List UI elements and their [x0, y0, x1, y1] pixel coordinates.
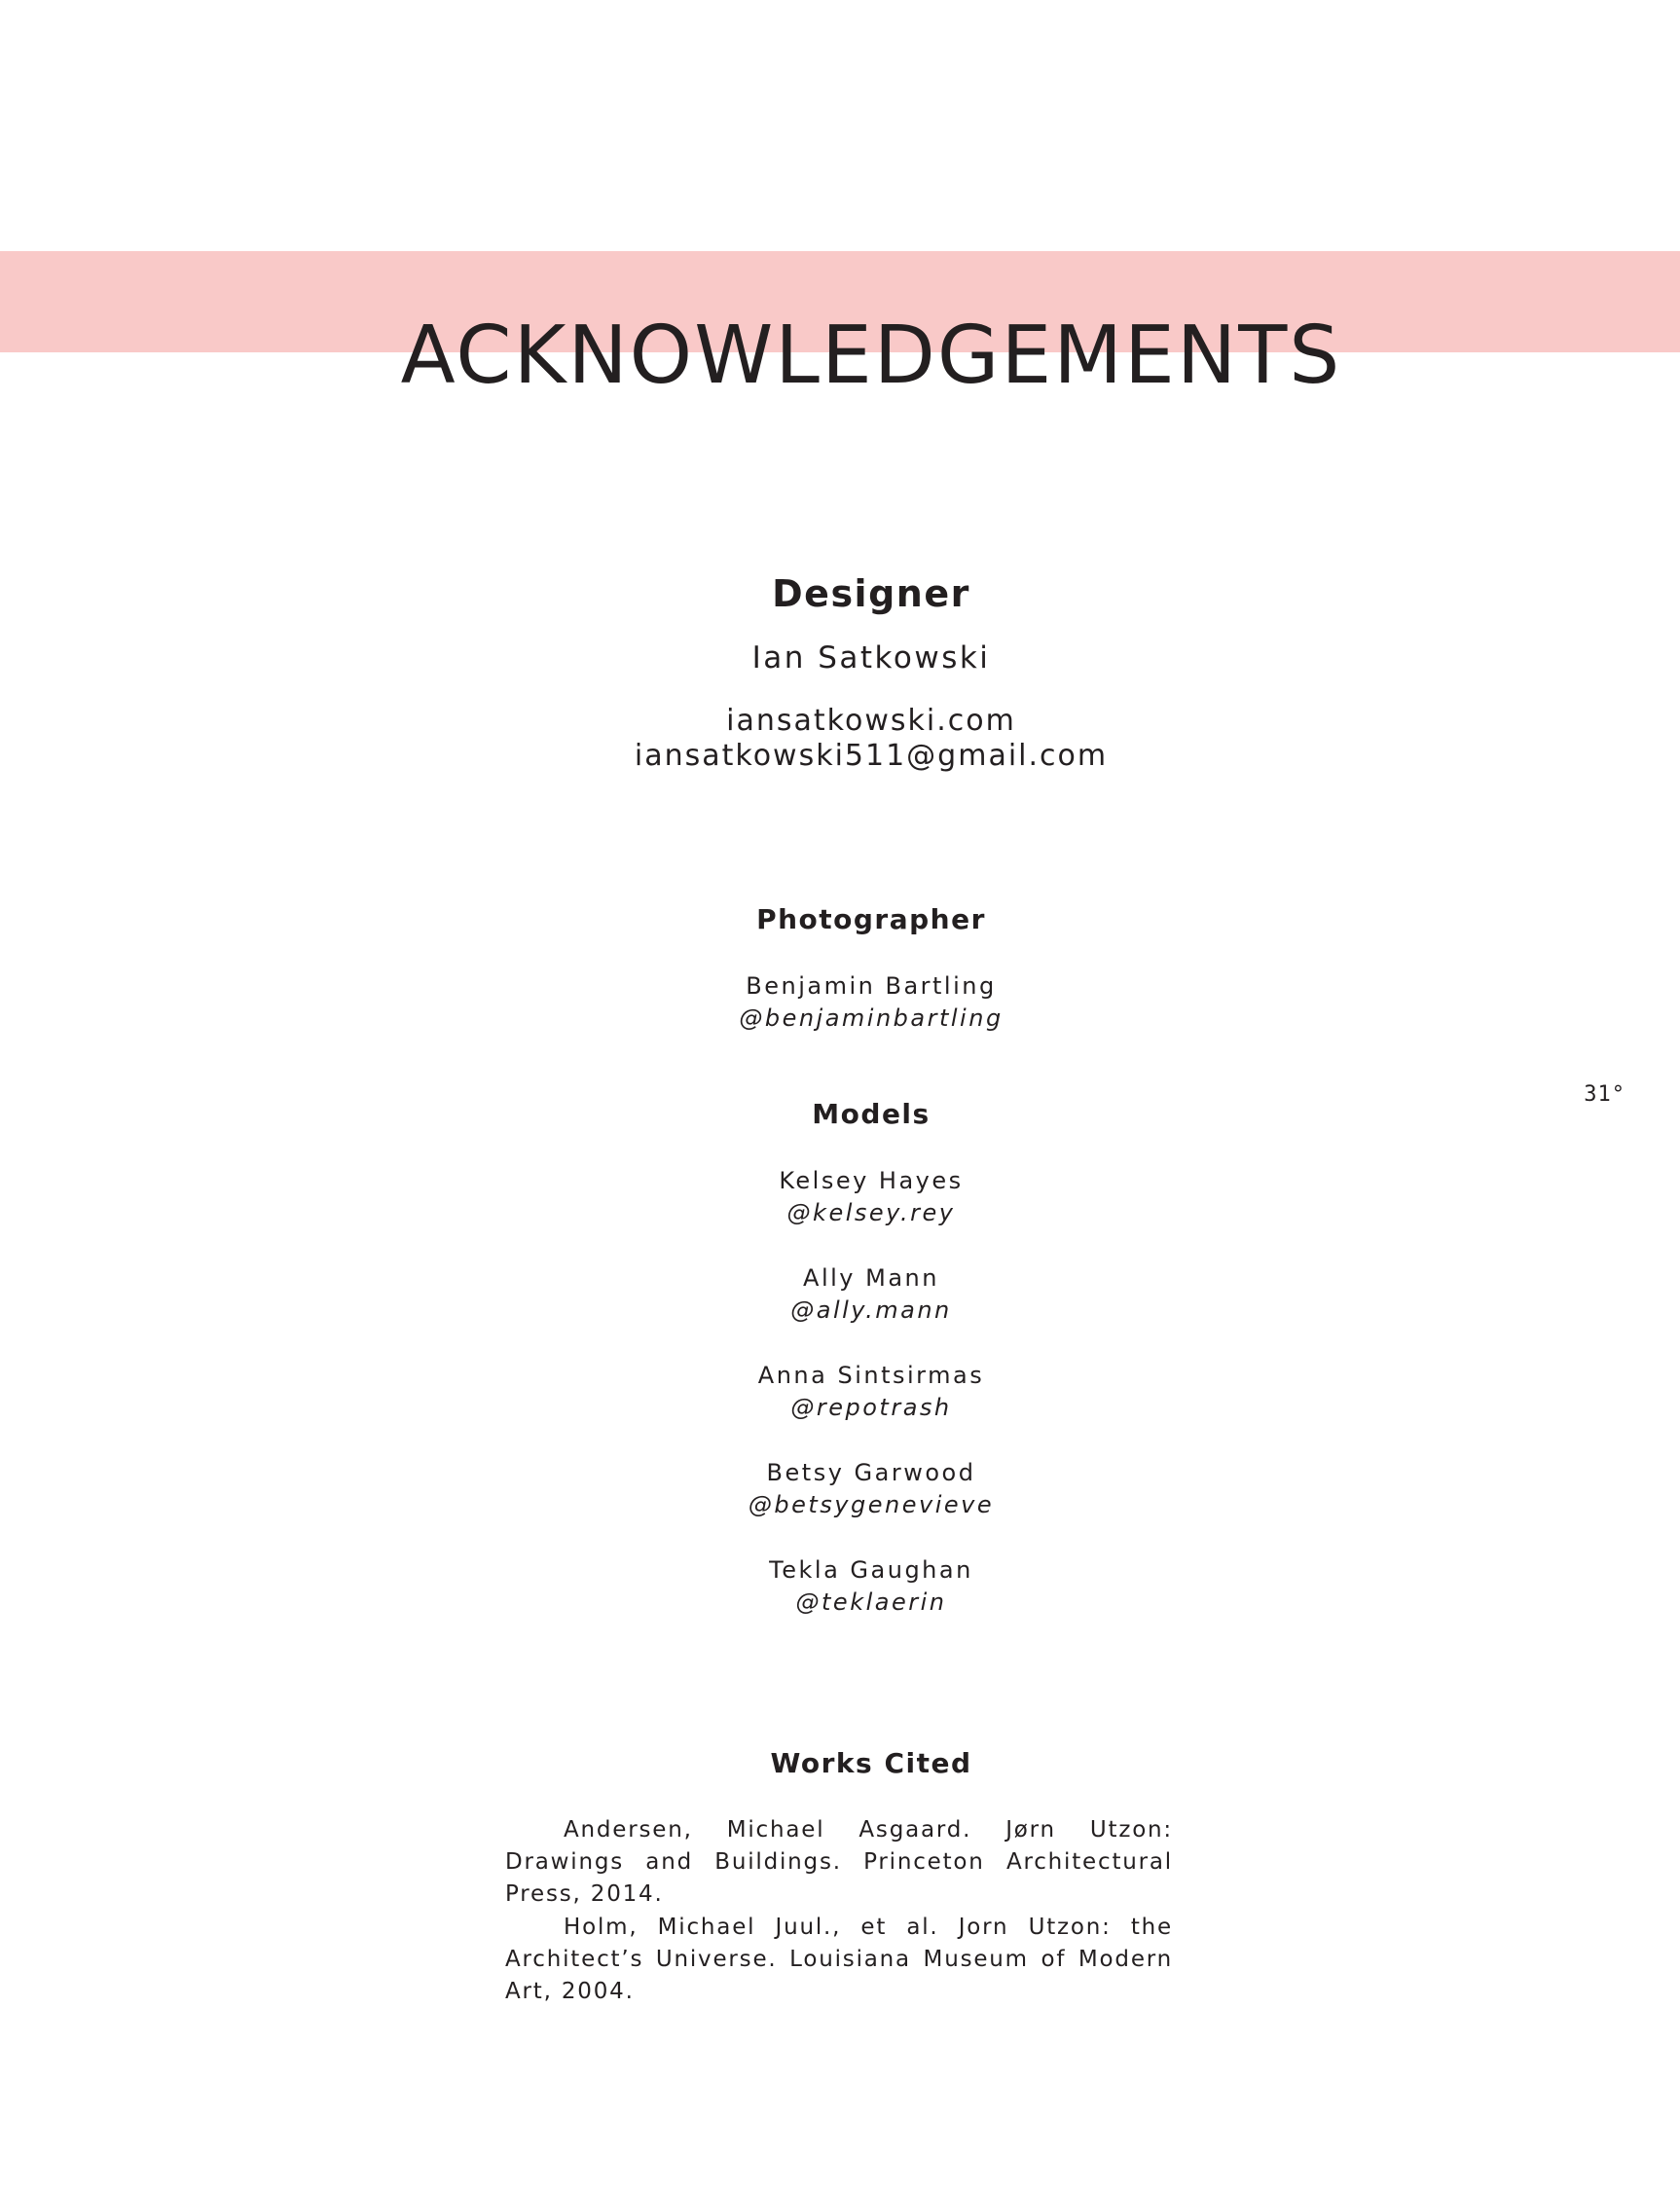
designer-name: Ian Satkowski	[751, 640, 991, 675]
model-handle: @repotrash	[790, 1394, 952, 1421]
model-handle: @ally.mann	[790, 1296, 952, 1324]
model-handle: @kelsey.rey	[786, 1199, 956, 1226]
designer-heading: Designer	[772, 572, 970, 615]
photographer-heading: Photographer	[756, 903, 986, 935]
citation-entry: Andersen, Michael Asgaard. Jørn Utzon: Drawings and Buildings. Princeton Architectural Press, 2014.	[505, 1817, 1173, 1907]
citation-entry: Holm, Michael Juul., et al. Jorn Utzon: the Architect’s Universe. Louisiana Museum of Modern Art, 2004.	[505, 1915, 1173, 2004]
photographer-name: Benjamin Bartling	[746, 972, 997, 1000]
model-name: Tekla Gaughan	[769, 1556, 973, 1584]
model-name: Kelsey Hayes	[779, 1167, 964, 1194]
model-name: Ally Mann	[803, 1264, 939, 1292]
model-handle: @betsygenevieve	[748, 1491, 995, 1518]
photographer-handle: @benjaminbartling	[739, 1004, 1004, 1032]
models-heading: Models	[812, 1098, 931, 1130]
works-cited-heading: Works Cited	[770, 1747, 972, 1779]
page-number: 31°	[1584, 1082, 1625, 1107]
model-name: Anna Sintsirmas	[757, 1362, 985, 1389]
model-handle: @teklaerin	[795, 1588, 947, 1616]
model-name: Betsy Garwood	[766, 1459, 976, 1486]
designer-email: iansatkowski511@gmail.com	[634, 739, 1109, 773]
designer-website: iansatkowski.com	[726, 704, 1016, 738]
page-title: ACKNOWLEDGEMENTS	[400, 310, 1342, 402]
